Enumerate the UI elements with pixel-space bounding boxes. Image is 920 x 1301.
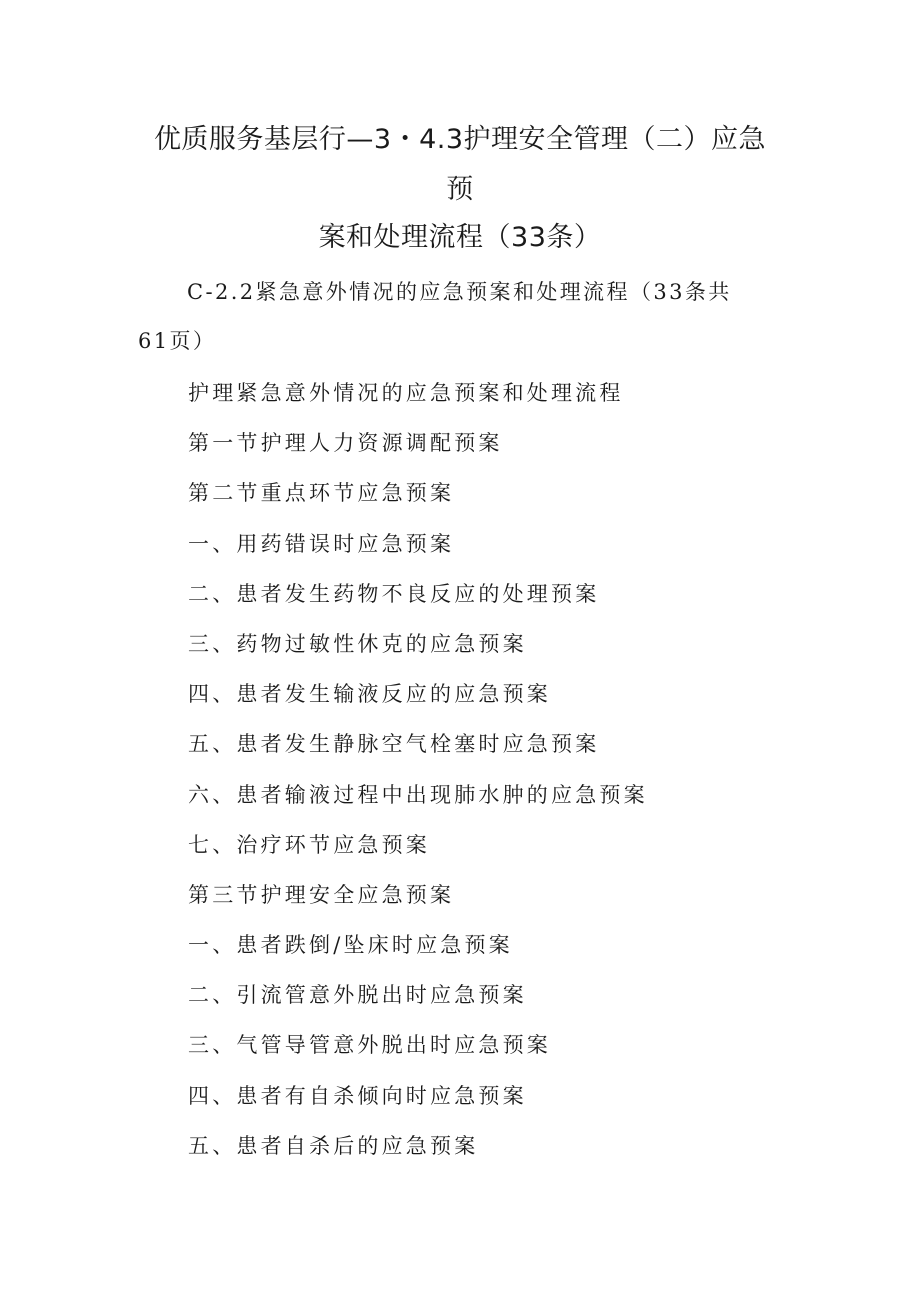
toc-item: 第三节护理安全应急预案 [188,882,455,907]
toc-item: 护理紧急意外情况的应急预案和处理流程 [188,381,624,405]
toc-item: 一、患者跌倒/坠床时应急预案 [188,933,513,958]
toc-item: 五、患者自杀后的应急预案 [188,1133,479,1158]
toc-item: 六、患者输液过程中出现肺水肿的应急预案 [188,782,648,807]
toc-item: 三、气管导管意外脱出时应急预案 [188,1033,551,1058]
toc-item: 二、引流管意外脱出时应急预案 [188,983,527,1008]
toc-item: 一、用药错误时应急预案 [188,531,455,556]
document-title-line-1: 优质服务基层行—3・4.3护理安全管理（二）应急 [153,124,767,155]
toc-item: 第一节护理人力资源调配预案 [188,431,503,456]
toc-item: 第二节重点环节应急预案 [188,481,455,506]
toc-item: 二、患者发生药物不良反应的处理预案 [188,581,600,606]
intro-line-2: 61页） [138,329,217,353]
document-title-line-3: 案和处理流程（33条） [318,222,602,253]
toc-item: 四、患者有自杀倾向时应急预案 [188,1083,527,1108]
toc-item: 三、药物过敏性休克的应急预案 [188,631,527,656]
document-title-line-2: 预 [446,174,474,205]
table-of-contents [188,377,648,1180]
toc-item: 四、患者发生输液反应的应急预案 [188,682,551,707]
toc-item: 七、治疗环节应急预案 [188,832,430,857]
toc-item: 五、患者发生静脉空气栓塞时应急预案 [188,732,600,757]
intro-line-1: C-2.2紧急意外情况的应急预案和处理流程（33条共 [187,280,732,304]
